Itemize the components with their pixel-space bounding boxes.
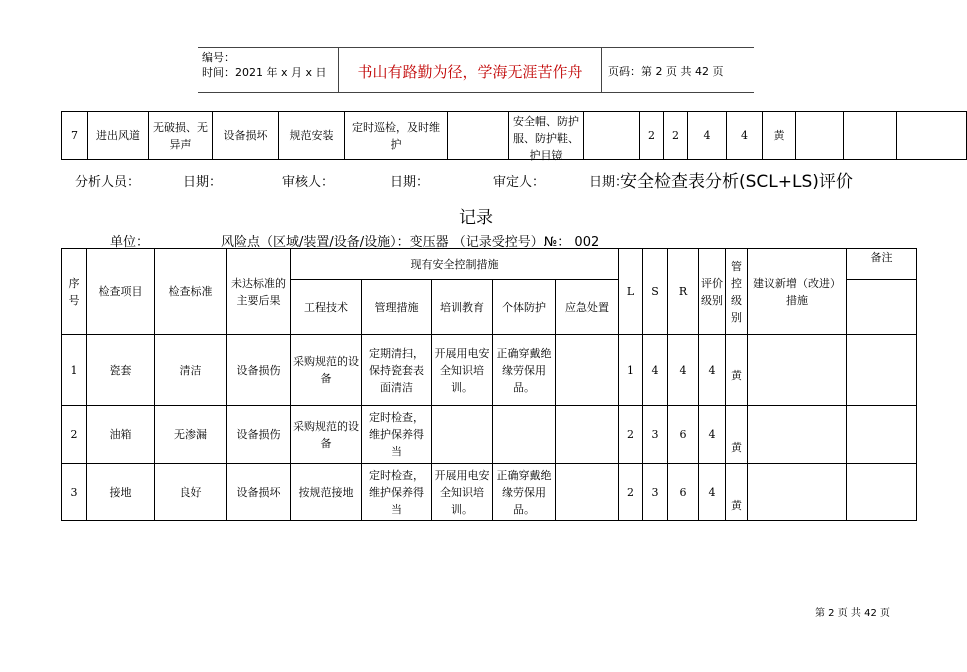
cell-S: 3 (643, 406, 668, 464)
cell-eval-level: 4 (699, 406, 726, 464)
cell-suggest (844, 112, 897, 160)
cell-remark (847, 406, 917, 464)
cell-suggest (748, 406, 847, 464)
cell-L: 1 (619, 335, 643, 406)
page-title: 安全检查表分析(SCL+LS)评价 (620, 172, 853, 192)
header-item: 检查项目 (87, 249, 155, 335)
cell-management: 定时检查，维护保养得当 (362, 406, 432, 464)
cell-remark (847, 335, 917, 406)
cell-no: 7 (62, 112, 88, 160)
cell-ppe: 正确穿戴绝缘劳保用品。 (493, 464, 556, 521)
header-eval-level: 评价级别 (699, 249, 726, 335)
cell-standard: 无渗漏 (155, 406, 227, 464)
approver-label: 审定人： (493, 175, 546, 190)
cell-consequence: 设备损坏 (213, 112, 279, 160)
table-row (62, 464, 917, 521)
header-standard: 检查标准 (155, 249, 227, 335)
cell-L: 2 (619, 464, 643, 521)
analyst-date-label: 日期： (183, 175, 223, 190)
cell-item: 瓷套 (87, 335, 155, 406)
reviewer-date-label: 日期： (390, 175, 430, 190)
cell-engineering: 规范安装 (279, 112, 345, 160)
cell-item: 油箱 (87, 406, 155, 464)
cell-emergency (556, 335, 619, 406)
cell-L: 2 (619, 406, 643, 464)
header-page-label: 页码：第 2 页 共 42 页 (608, 65, 724, 78)
cell-item: 接地 (87, 464, 155, 521)
cell-training: 开展用电安全知识培训。 (432, 464, 493, 521)
cell-control-level: 黄 (726, 464, 748, 521)
cell-emergency (556, 464, 619, 521)
page-title-continued: 记录 (459, 208, 493, 228)
cell-S: 4 (643, 335, 668, 406)
cell-consequence: 设备损坏 (227, 464, 291, 521)
cell-standard: 清洁 (155, 335, 227, 406)
cell-remark (847, 464, 917, 521)
cell-suggest (748, 464, 847, 521)
cell-ppe (493, 406, 556, 464)
cell-standard: 无破损、无异声 (149, 112, 213, 160)
risk-point-line: 风险点（区域/装置/设备/设施）：变压器 （记录受控号）№： 002 (221, 235, 600, 250)
unit-label: 单位： (110, 235, 150, 250)
cell-engineering: 采购规范的设备 (291, 406, 362, 464)
cell-eval-level: 4 (699, 464, 726, 521)
cell-ppe: 正确穿戴绝缘劳保用品。 (493, 335, 556, 406)
cell-eval-level: 4 (699, 335, 726, 406)
date-label: 时间：2021 年 x 月 x 日 (202, 66, 327, 79)
header-management: 管理措施 (362, 280, 432, 335)
cell-engineering: 采购规范的设备 (291, 335, 362, 406)
cell-S: 2 (664, 112, 688, 160)
cell-no: 2 (62, 406, 87, 464)
cell-eval-level: 4 (727, 112, 763, 160)
cell-item: 进出风道 (88, 112, 149, 160)
cell-ppe (509, 112, 584, 160)
cell-management: 定期清扫，保持瓷套表面清洁 (362, 335, 432, 406)
analyst-label: 分析人员： (75, 175, 141, 190)
table-row (62, 406, 917, 464)
header-engineering: 工程技术 (291, 280, 362, 335)
cell-standard: 良好 (155, 464, 227, 521)
header-meta (202, 50, 327, 80)
cell-R: 4 (688, 112, 727, 160)
header-consequence: 未达标准的主要后果 (227, 249, 291, 335)
table-row (62, 112, 967, 160)
cell-blank (796, 112, 844, 160)
header-S: S (643, 249, 668, 335)
cell-management: 定时巡检，及时维护 (345, 112, 448, 160)
page-footer: 第 2 页 共 42 页 (815, 608, 890, 619)
header-measures: 现有安全控制措施 (291, 249, 619, 280)
header-row (62, 249, 917, 280)
cell-no: 1 (62, 335, 87, 406)
cell-S: 3 (643, 464, 668, 521)
cell-engineering: 按规范接地 (291, 464, 362, 521)
header-L: L (619, 249, 643, 335)
cell-remark (897, 112, 967, 160)
cell-R: 6 (668, 406, 699, 464)
header-emergency: 应急处置 (556, 280, 619, 335)
page-header (198, 47, 754, 93)
table-row (62, 335, 917, 406)
cell-emergency (584, 112, 640, 160)
cell-control-level: 黄 (726, 335, 748, 406)
header-remark: 备注 (847, 249, 917, 280)
reviewer-label: 审核人： (282, 175, 335, 190)
cell-training (432, 406, 493, 464)
cell-consequence: 设备损伤 (227, 406, 291, 464)
header-suggest: 建议新增（改进）措施 (748, 249, 847, 335)
cell-R: 6 (668, 464, 699, 521)
cell-blank (847, 280, 917, 335)
header-R: R (668, 249, 699, 335)
cell-L: 2 (640, 112, 664, 160)
continued-row-table (61, 111, 967, 160)
cell-R: 4 (668, 335, 699, 406)
cell-no: 3 (62, 464, 87, 521)
header-no: 序号 (62, 249, 87, 335)
ppe-text: 安全帽、防护服、防护鞋、护目镜 (513, 115, 579, 162)
header-divider (601, 48, 602, 92)
cell-training: 开展用电安全知识培训。 (432, 335, 493, 406)
cell-emergency (556, 406, 619, 464)
header-control-level: 管控级别 (726, 249, 748, 335)
header-training: 培训教育 (432, 280, 493, 335)
cell-control-level: 黄 (763, 112, 796, 160)
cell-training (448, 112, 509, 160)
cell-suggest (748, 335, 847, 406)
scl-record-table (61, 248, 917, 521)
cell-management: 定时检查，维护保养得当 (362, 464, 432, 521)
cell-consequence: 设备损伤 (227, 335, 291, 406)
header-ppe: 个体防护 (493, 280, 556, 335)
approver-date-label: 日期： (589, 175, 629, 190)
header-motto: 书山有路勤为径，学海无涯苦作舟 (357, 63, 583, 81)
code-label: 编号： (202, 51, 235, 64)
cell-control-level: 黄 (726, 406, 748, 464)
